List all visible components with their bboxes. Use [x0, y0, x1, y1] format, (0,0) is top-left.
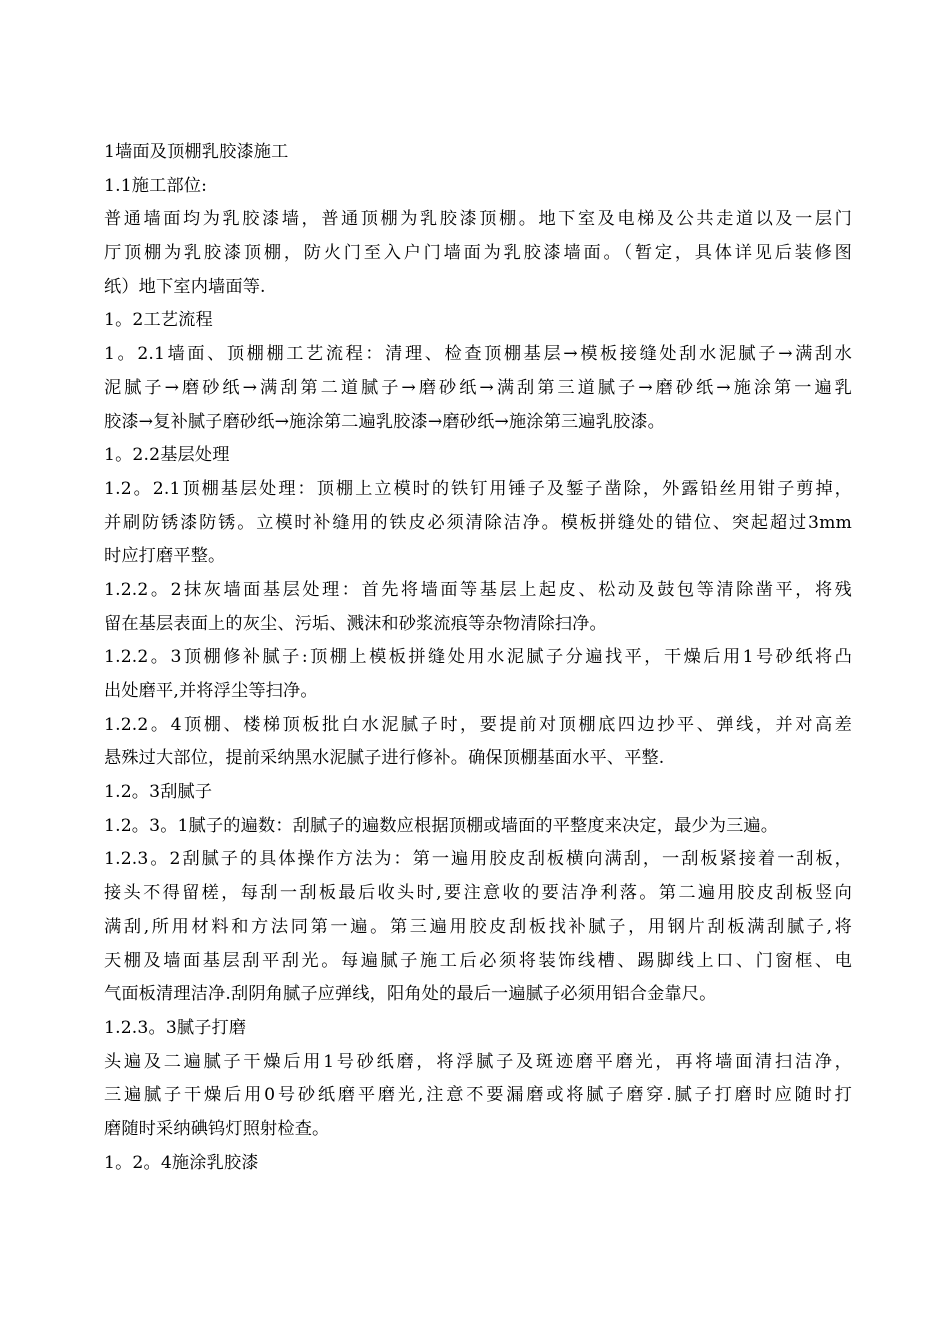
text-line: 1.2.2。4顶棚、楼梯顶板批白水泥腻子时，要提前对顶棚底四边抄平、弹线，并对高差: [104, 714, 852, 735]
text-line: 留在基层表面上的灰尘、污垢、溅沫和砂浆流痕等杂物清除扫净。: [104, 613, 607, 634]
text-line: 1.2.3。2刮腻子的具体操作方法为：第一遍用胶皮刮板横向满刮，一刮板紧接着一刮板，: [104, 849, 852, 870]
text-line: 三遍腻子干燥后用0号砂纸磨平磨光,注意不要漏磨或将腻子磨穿.腻子打磨时应随时打: [104, 1085, 852, 1106]
text-line: 磨随时采纳碘钨灯照射检查。: [104, 1118, 330, 1139]
text-line: 胶漆→复补腻子磨砂纸→施涂第二遍乳胶漆→磨砂纸→施涂第三遍乳胶漆。: [104, 411, 665, 432]
text-line: 接头不得留槎，每刮一刮板最后收头时,要注意收的要洁净利落。第二遍用胶皮刮板竖向: [104, 883, 852, 904]
text-line: 纸）地下室内墙面等.: [104, 276, 266, 297]
text-line: 满刮,所用材料和方法同第一遍。第三遍用胶皮刮板找补腻子，用钢片刮板满刮腻子,将: [104, 916, 852, 937]
text-line: 1。2工艺流程: [104, 310, 213, 331]
text-line: 悬殊过大部位，提前采纳黑水泥腻子进行修补。确保顶棚基面水平、平整.: [104, 748, 665, 769]
text-line: 泥腻子→磨砂纸→满刮第二道腻子→磨砂纸→满刮第三道腻子→磨砂纸→施涂第一遍乳: [104, 377, 852, 398]
text-line: 1.2。2.1顶棚基层处理：顶棚上立模时的铁钉用锤子及錾子凿除，外露铅丝用钳子剪掉，: [104, 478, 852, 499]
text-line: 气面板清理洁净.刮阴角腻子应弹线，阳角处的最后一遍腻子必须用铝合金靠尺。: [104, 984, 717, 1005]
text-line: 头遍及二遍腻子干燥后用1号砂纸磨，将浮腻子及斑迹磨平磨光，再将墙面清扫洁净，: [104, 1051, 852, 1072]
text-line: 厅顶棚为乳胶漆顶棚，防火门至入户门墙面为乳胶漆墙面。（暂定，具体详见后装修图: [104, 243, 852, 264]
text-line: 1.2。3刮腻子: [104, 782, 213, 803]
text-line: 1.1施工部位:: [104, 175, 208, 196]
text-line: 天棚及墙面基层刮平刮光。每遍腻子施工后必须将装饰线槽、踢脚线上口、门窗框、电: [104, 950, 852, 971]
text-line: 1。2。4施涂乳胶漆: [104, 1152, 259, 1173]
text-line: 1.2.2。2抹灰墙面基层处理：首先将墙面等基层上起皮、松动及鼓包等清除凿平，将残: [104, 579, 852, 600]
document-body: [104, 136, 852, 1180]
text-line: 时应打磨平整。: [104, 546, 226, 567]
text-line: 1.2。3。1腻子的遍数：刮腻子的遍数应根据顶棚或墙面的平整度来决定，最少为三遍。: [104, 815, 779, 836]
text-line: 1。2.2基层处理: [104, 445, 230, 466]
text-line: 1.2.2。3顶棚修补腻子:顶棚上模板拼缝处用水泥腻子分遍找平，干燥后用1号砂纸将凸: [104, 647, 852, 668]
text-line: 普通墙面均为乳胶漆墙，普通顶棚为乳胶漆顶棚。地下室及电梯及公共走道以及一层门: [104, 209, 852, 230]
text-line: 1。2.1墙面、顶棚棚工艺流程：清理、检查顶棚基层→模板接缝处刮水泥腻子→满刮水: [104, 344, 852, 365]
text-line: 1墙面及顶棚乳胶漆施工: [104, 142, 289, 162]
text-line: 出处磨平,并将浮尘等扫净。: [104, 681, 318, 701]
text-line: 1.2.3。3腻子打磨: [104, 1017, 247, 1038]
text-line: 并刷防锈漆防锈。立模时补缝用的铁皮必须清除洁净。模板拼缝处的错位、突起超过3mm: [104, 512, 852, 533]
